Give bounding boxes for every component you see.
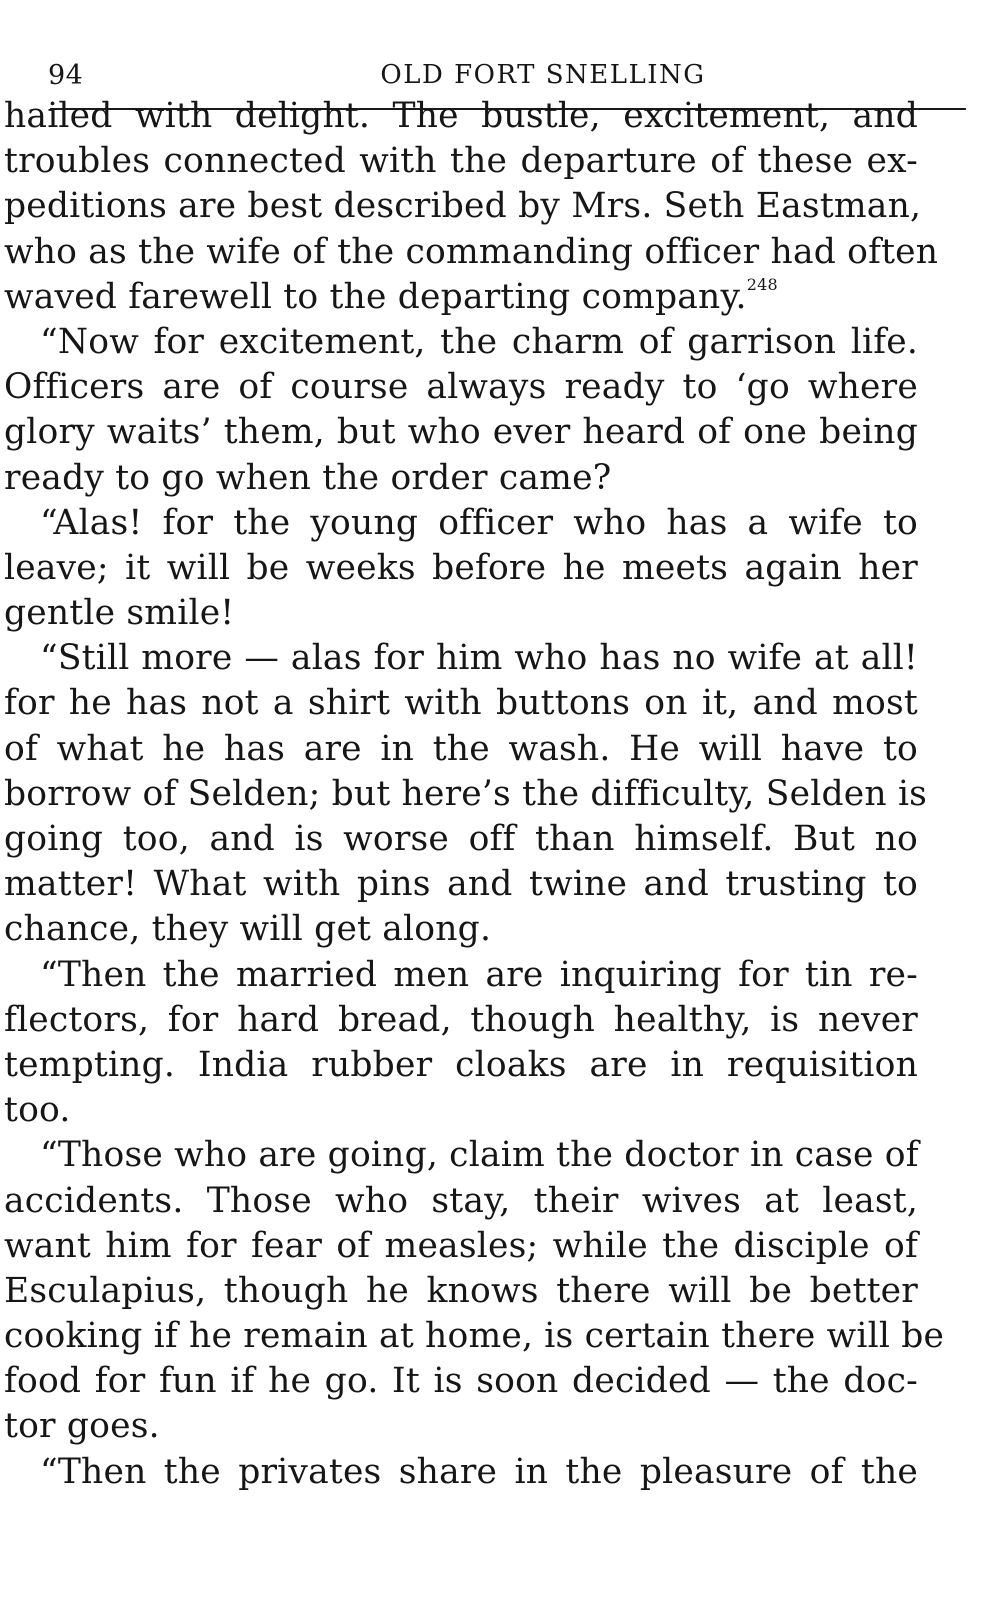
text-line: chance, they will get along. [4, 909, 492, 950]
text-line [4, 275, 918, 320]
text-line: food for fun if he go. It is soon decided — the doc- [4, 1361, 918, 1402]
text-line: “Now for excitement, the charm of garrison life. [40, 321, 918, 362]
text-line: hailed with delight. The bustle, excitement, and [4, 96, 918, 136]
text-line: cooking if he remain at home, is certain there will be [4, 1316, 945, 1357]
text-line: peditions are best described by Mrs. Seth Eastman, [4, 186, 922, 227]
text-line: “Still more — alas for him who has no wife at all! [40, 638, 918, 679]
body-text [4, 94, 945, 1495]
text-line: borrow of Selden; but here’s the difficulty, Selden is [4, 773, 928, 814]
text-line: ready to go when the order came? [4, 457, 612, 498]
text-line: matter! What with pins and twine and trusting to [4, 864, 918, 905]
text-line: tempting. India rubber cloaks are in requisition [4, 1044, 918, 1085]
text-line: “Alas! for the young officer who has a wife to [40, 502, 918, 543]
text-line: gentle smile! [4, 593, 235, 634]
text-line: Esculapius, though he knows there will be better [4, 1270, 918, 1311]
running-title: OLD FORT SNELLING [380, 60, 706, 90]
text-line: “Then the privates share in the pleasure of the [40, 1451, 918, 1492]
paragraph [4, 953, 918, 1134]
paragraph [4, 320, 918, 501]
text-line: Officers are of course always ready to ‘go where [4, 367, 918, 408]
text-fragment: waved farewell to the departing company. [4, 276, 747, 317]
paragraph [4, 636, 928, 952]
text-line: leave; it will be weeks before he meets again her [4, 547, 918, 588]
text-line: troubles connected with the departure of these ex- [4, 141, 918, 182]
text-line: “Those who are going, claim the doctor in case of [40, 1135, 919, 1176]
paragraph [4, 501, 918, 637]
text-line: for he has not a shirt with buttons on it, and most [4, 683, 918, 724]
text-line: too. [4, 1090, 71, 1131]
page-number: 94 [48, 60, 84, 91]
text-line: of what he has are in the wash. He will have to [4, 728, 918, 769]
footnote-reference[interactable]: 248 [746, 274, 778, 294]
paragraph [4, 1133, 945, 1449]
text-line: want him for fear of measles; while the disciple of [4, 1225, 918, 1266]
text-line: going too, and is worse off than himself. But no [4, 819, 918, 859]
text-line: “Then the married men are inquiring for tin re- [40, 954, 918, 995]
paragraph [4, 94, 939, 320]
text-line: who as the wife of the commanding officer had often [4, 231, 939, 272]
paragraph [4, 1450, 918, 1495]
text-line: glory waits’ them, but who ever heard of one being [4, 412, 918, 453]
text-line: flectors, for hard bread, though healthy, is never [4, 999, 918, 1040]
text-line: accidents. Those who stay, their wives at least, [4, 1180, 918, 1221]
text-line: tor goes. [4, 1406, 160, 1447]
